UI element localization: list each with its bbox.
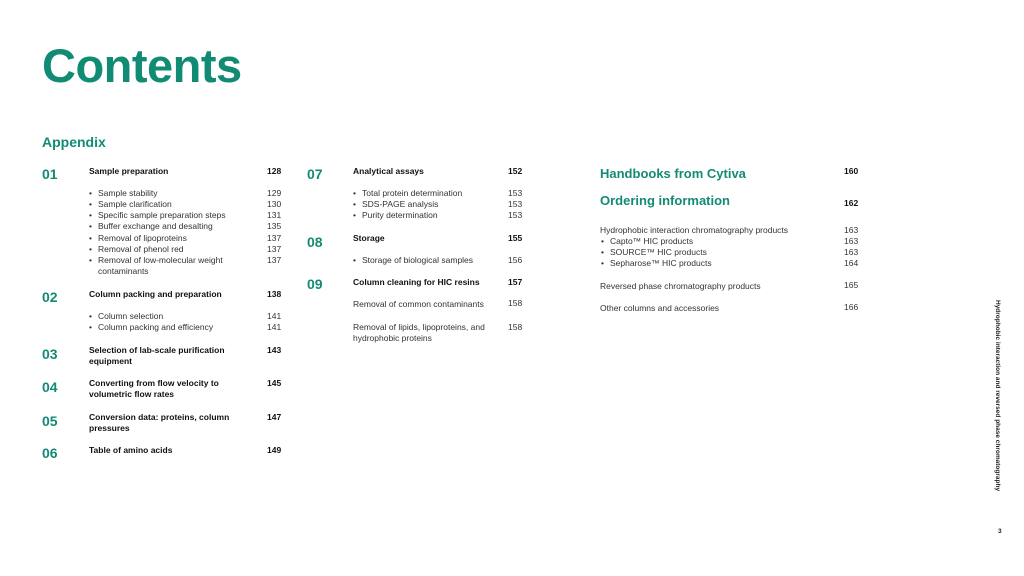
list-item-page: 164 bbox=[844, 258, 859, 268]
list-item[interactable]: • Column selection bbox=[98, 311, 163, 322]
list-item-page: 153 bbox=[508, 210, 523, 220]
section-number-04: 04 bbox=[42, 379, 58, 395]
ordering-heading[interactable]: Ordering information bbox=[600, 193, 730, 208]
section-title-03-cont[interactable]: equipment bbox=[89, 356, 132, 366]
list-item[interactable]: • Removal of low-molecular weight bbox=[98, 255, 223, 266]
list-item-page: 166 bbox=[844, 302, 859, 312]
list-item-page: 163 bbox=[844, 247, 859, 257]
list-item-page: 135 bbox=[267, 221, 282, 231]
list-item-page: 141 bbox=[267, 311, 282, 321]
section-page-06: 149 bbox=[267, 445, 282, 455]
handbooks-page: 160 bbox=[844, 166, 859, 176]
list-item-page: 153 bbox=[508, 188, 523, 198]
section-number-01: 01 bbox=[42, 166, 58, 182]
ordering-page: 162 bbox=[844, 198, 859, 208]
list-item-page: 158 bbox=[508, 298, 523, 308]
list-item-page: 156 bbox=[508, 255, 523, 265]
section-title-03[interactable]: Selection of lab-scale purification bbox=[89, 345, 225, 355]
page-title: Contents bbox=[42, 39, 242, 92]
section-number-02: 02 bbox=[42, 289, 58, 305]
list-item-page: 153 bbox=[508, 199, 523, 209]
list-item-page: 163 bbox=[844, 225, 859, 235]
list-item-page: 141 bbox=[267, 322, 282, 332]
list-item[interactable]: • Specific sample preparation steps bbox=[98, 210, 226, 221]
section-page-07: 152 bbox=[508, 166, 523, 176]
section-page-02: 138 bbox=[267, 289, 282, 299]
section-page-04: 145 bbox=[267, 378, 282, 388]
handbooks-heading[interactable]: Handbooks from Cytiva bbox=[600, 166, 746, 181]
page-number: 3 bbox=[998, 528, 1002, 535]
section-title-05[interactable]: Conversion data: proteins, column bbox=[89, 412, 230, 422]
list-item-continued[interactable]: contaminants bbox=[98, 266, 149, 276]
list-item[interactable]: • Capto™ HIC products bbox=[610, 236, 693, 247]
section-title-04[interactable]: Converting from flow velocity to bbox=[89, 378, 219, 388]
list-item[interactable]: • Buffer exchange and desalting bbox=[98, 221, 213, 232]
list-item[interactable]: • SDS-PAGE analysis bbox=[362, 199, 438, 210]
appendix-heading: Appendix bbox=[42, 134, 106, 150]
section-number-07: 07 bbox=[307, 166, 323, 182]
section-title-07[interactable]: Analytical assays bbox=[353, 166, 424, 176]
list-item[interactable]: • Removal of lipoproteins bbox=[98, 233, 187, 244]
list-item-page: 165 bbox=[844, 280, 859, 290]
list-item[interactable]: Removal of lipids, lipoproteins, and bbox=[353, 322, 485, 332]
section-number-08: 08 bbox=[307, 234, 323, 250]
list-item[interactable]: • Column packing and efficiency bbox=[98, 322, 213, 333]
rpc-products-item[interactable]: Reversed phase chromatography products bbox=[600, 281, 761, 291]
section-number-03: 03 bbox=[42, 346, 58, 362]
list-item[interactable]: • SOURCE™ HIC products bbox=[610, 247, 707, 258]
list-item[interactable]: • Storage of biological samples bbox=[362, 255, 473, 266]
section-title-08[interactable]: Storage bbox=[353, 233, 385, 243]
list-item-page: 163 bbox=[844, 236, 859, 246]
other-columns-item[interactable]: Other columns and accessories bbox=[600, 303, 720, 313]
list-item[interactable]: • Sample stability bbox=[98, 188, 158, 199]
list-item-page: 137 bbox=[267, 244, 282, 254]
list-item[interactable]: • Total protein determination bbox=[362, 188, 462, 199]
list-item[interactable]: • Purity determination bbox=[362, 210, 438, 221]
list-item[interactable]: • Sepharose™ HIC products bbox=[610, 258, 712, 269]
list-item-page: 129 bbox=[267, 188, 282, 198]
section-title-01[interactable]: Sample preparation bbox=[89, 166, 169, 176]
list-item-page: 131 bbox=[267, 210, 282, 220]
section-title-04-cont[interactable]: volumetric flow rates bbox=[89, 389, 175, 399]
list-item-page: 137 bbox=[267, 233, 282, 243]
section-number-06: 06 bbox=[42, 445, 58, 461]
list-item[interactable]: Removal of common contaminants bbox=[353, 299, 484, 309]
section-page-08: 155 bbox=[508, 233, 523, 243]
section-page-09: 157 bbox=[508, 277, 523, 287]
section-title-02[interactable]: Column packing and preparation bbox=[89, 289, 222, 299]
list-item-continued[interactable]: hydrophobic proteins bbox=[353, 333, 432, 343]
section-page-01: 128 bbox=[267, 166, 282, 176]
vertical-document-title: Hydrophobic interaction and reversed phase chromatography bbox=[994, 300, 1001, 492]
list-item-page: 130 bbox=[267, 199, 282, 209]
section-number-05: 05 bbox=[42, 413, 58, 429]
list-item[interactable]: • Removal of phenol red bbox=[98, 244, 184, 255]
list-item-page: 158 bbox=[508, 322, 523, 332]
section-page-05: 147 bbox=[267, 412, 282, 422]
section-title-09[interactable]: Column cleaning for HIC resins bbox=[353, 277, 480, 287]
hic-products-item[interactable]: Hydrophobic interaction chromatography products bbox=[600, 225, 789, 235]
section-page-03: 143 bbox=[267, 345, 282, 355]
section-title-05-cont[interactable]: pressures bbox=[89, 423, 130, 433]
section-title-06[interactable]: Table of amino acids bbox=[89, 445, 173, 455]
list-item-page: 137 bbox=[267, 255, 282, 265]
section-number-09: 09 bbox=[307, 276, 323, 292]
list-item[interactable]: • Sample clarification bbox=[98, 199, 172, 210]
